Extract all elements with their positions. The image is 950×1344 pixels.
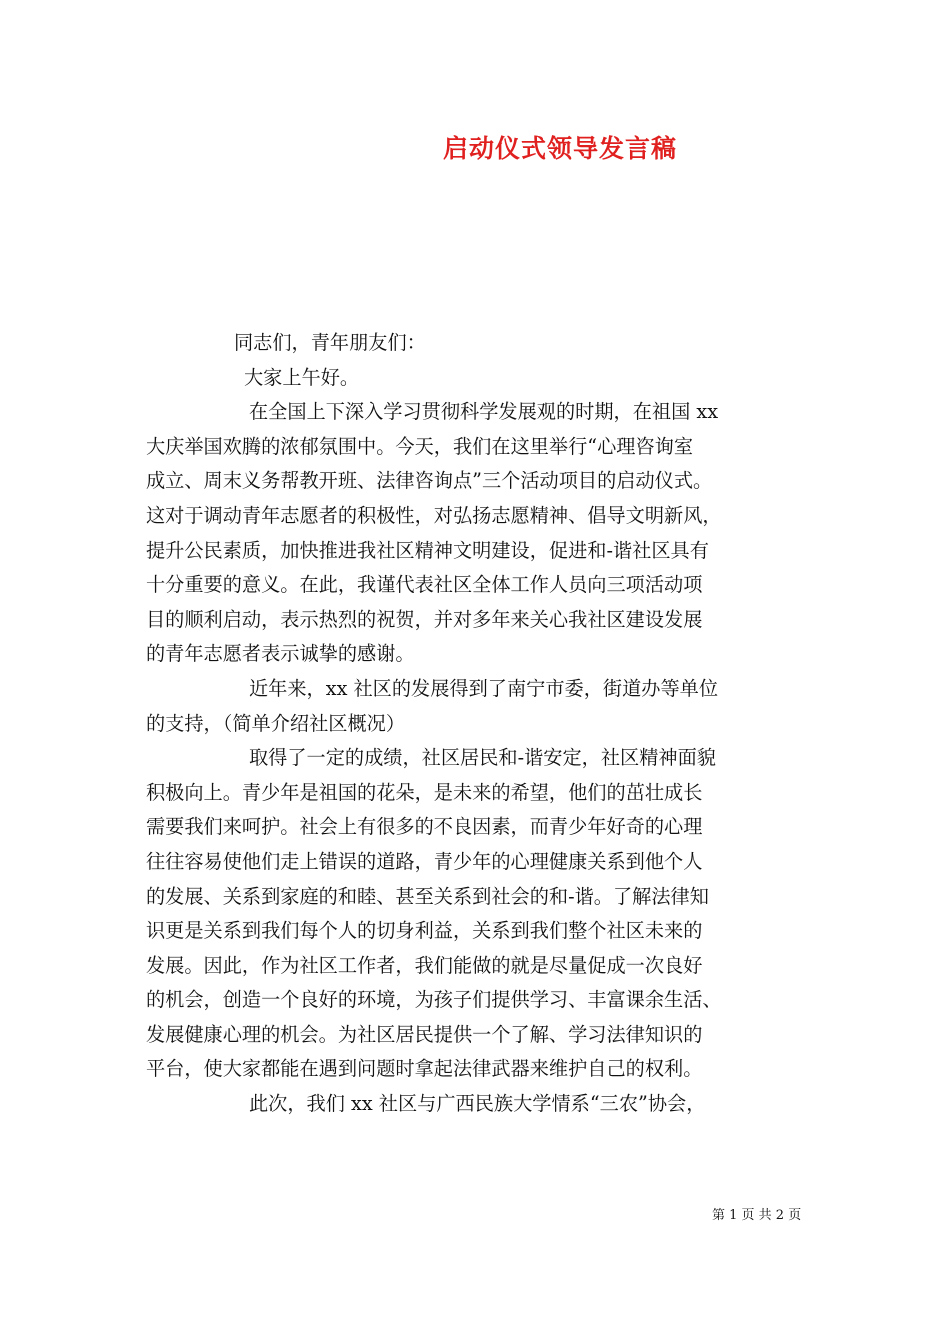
paragraph-line: 平台，使大家都能在遇到问题时拿起法律武器来维护自己的权利。 bbox=[146, 1057, 703, 1081]
paragraph-line: 的机会，创造一个良好的环境，为孩子们提供学习、丰富课余生活、 bbox=[146, 988, 722, 1012]
paragraph-4 bbox=[146, 1087, 816, 1122]
paragraph-line: 发展。因此，作为社区工作者，我们能做的就是尽量促成一次良好 bbox=[146, 953, 703, 977]
paragraph-line: 的青年志愿者表示诚挚的感谢。 bbox=[146, 642, 415, 666]
paragraph-line: 成立、周末义务帮教开班、法律咨询点”三个活动项目的启动仪式。 bbox=[146, 469, 713, 493]
paragraph-line: 目的顺利启动，表示热烈的祝贺，并对多年来关心我社区建设发展 bbox=[146, 607, 703, 631]
paragraph-line: 在全国上下深入学习贯彻科学发展观的时期，在祖国 xx bbox=[249, 400, 719, 424]
paragraph-line: 需要我们来呵护。社会上有很多的不良因素，而青少年好奇的心理 bbox=[146, 815, 703, 839]
paragraph-line: 此次，我们 xx 社区与广西民族大学情系“三农”协会， bbox=[249, 1092, 706, 1116]
paragraph-line: 往往容易使他们走上错误的道路，青少年的心理健康关系到他个人 bbox=[146, 849, 703, 873]
greeting: 大家上午好。 bbox=[244, 365, 360, 389]
paragraph-2 bbox=[146, 672, 816, 741]
document-title: 启动仪式领导发言稿 bbox=[442, 134, 677, 163]
paragraph-line: 识更是关系到我们每个人的切身利益，关系到我们整个社区未来的 bbox=[146, 919, 703, 943]
paragraph-line: 的发展、关系到家庭的和睦、甚至关系到社会的和-谐。了解法律知 bbox=[146, 884, 709, 908]
paragraph-line: 取得了一定的成绩，社区居民和-谐安定，社区精神面貌 bbox=[249, 746, 716, 770]
paragraph-line: 积极向上。青少年是祖国的花朵，是未来的希望，他们的茁壮成长 bbox=[146, 780, 703, 804]
paragraph-line: 近年来，xx 社区的发展得到了南宁市委，街道办等单位 bbox=[249, 676, 719, 700]
document-body bbox=[146, 326, 816, 1122]
paragraph-line: 十分重要的意义。在此，我谨代表社区全体工作人员向三项活动项 bbox=[146, 573, 703, 597]
paragraph-line: 发展健康心理的机会。为社区居民提供一个了解、学习法律知识的 bbox=[146, 1022, 703, 1046]
page-indicator: 第 1 页 共 2 页 bbox=[712, 1208, 802, 1223]
paragraph-3 bbox=[146, 741, 816, 1087]
paragraph-line: 的支持，（简单介绍社区概况） bbox=[146, 711, 406, 735]
paragraph-line: 提升公民素质，加快推进我社区精神文明建设，促进和-谐社区具有 bbox=[146, 538, 709, 562]
salutation: 同志们，青年朋友们： bbox=[234, 331, 426, 354]
paragraph-line: 这对于调动青年志愿者的积极性，对弘扬志愿精神、倡导文明新风， bbox=[146, 503, 722, 527]
paragraph-line: 大庆举国欢腾的浓郁氛围中。今天，我们在这里举行“心理咨询室 bbox=[146, 434, 694, 458]
paragraph-1 bbox=[146, 395, 816, 672]
